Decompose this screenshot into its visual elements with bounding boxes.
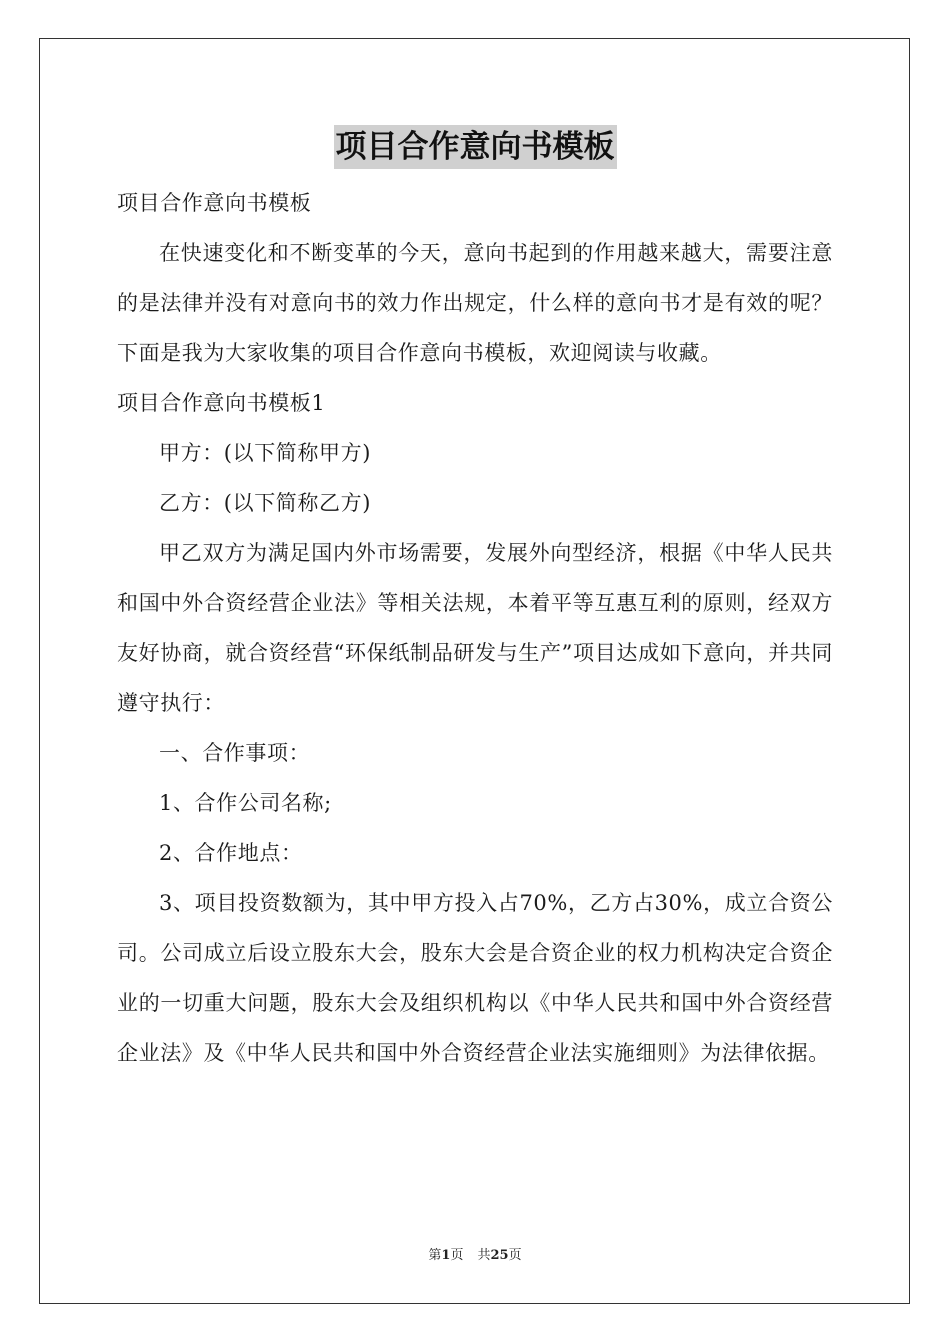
total-pages: 25 [490,1248,509,1263]
subtitle-paragraph: 项目合作意向书模板 [117,191,312,215]
clause-item-3: 3、项目投资数额为，其中甲方投入占70%，乙方占30%，成立合资公司。公司成立后设立股东大会，股东大会是合资企业的权力机构决定合资企业的一切重大问题，股东大会及组织机构以《中华人民共和国中外合资经营企业法》及《中华人民共和国中外合资经营企业法实施细则》为法律依据。 [117,891,833,1065]
clause-heading: 一、合作事项： [159,741,311,765]
document-title: 项目合作意向书模板 [334,125,617,169]
section-heading: 项目合作意向书模板1 [117,391,326,415]
page-footer [0,1246,950,1266]
total-prefix: 共 [477,1248,491,1263]
intro-paragraph: 在快速变化和不断变革的今天，意向书起到的作用越来越大，需要注意的是法律并没有对意向书的效力作出规定，什么样的意向书才是有效的呢？下面是我为大家收集的项目合作意向书模板，欢迎阅读与收藏。 [117,241,833,365]
party-a-line: 甲方：(以下简称甲方) [159,441,371,465]
agreement-paragraph: 甲乙双方为满足国内外市场需要，发展外向型经济，根据《中华人民共和国中外合资经营企业法》等相关法规，本着平等互惠互利的原则，经双方友好协商，就合资经营“环保纸制品研发与生产”项目达成如下意向，并共同遵守执行： [117,541,833,715]
party-b-line: 乙方：(以下简称乙方) [159,491,371,515]
title-container [0,125,950,169]
document-body [117,178,833,1078]
clause-item-2: 2、合作地点： [159,841,303,865]
clause-item-1: 1、合作公司名称; [159,791,332,815]
page-suffix: 页 [450,1248,464,1263]
page-number: 1 [441,1248,451,1263]
page-prefix: 第 [428,1248,442,1263]
total-suffix: 页 [508,1248,522,1263]
